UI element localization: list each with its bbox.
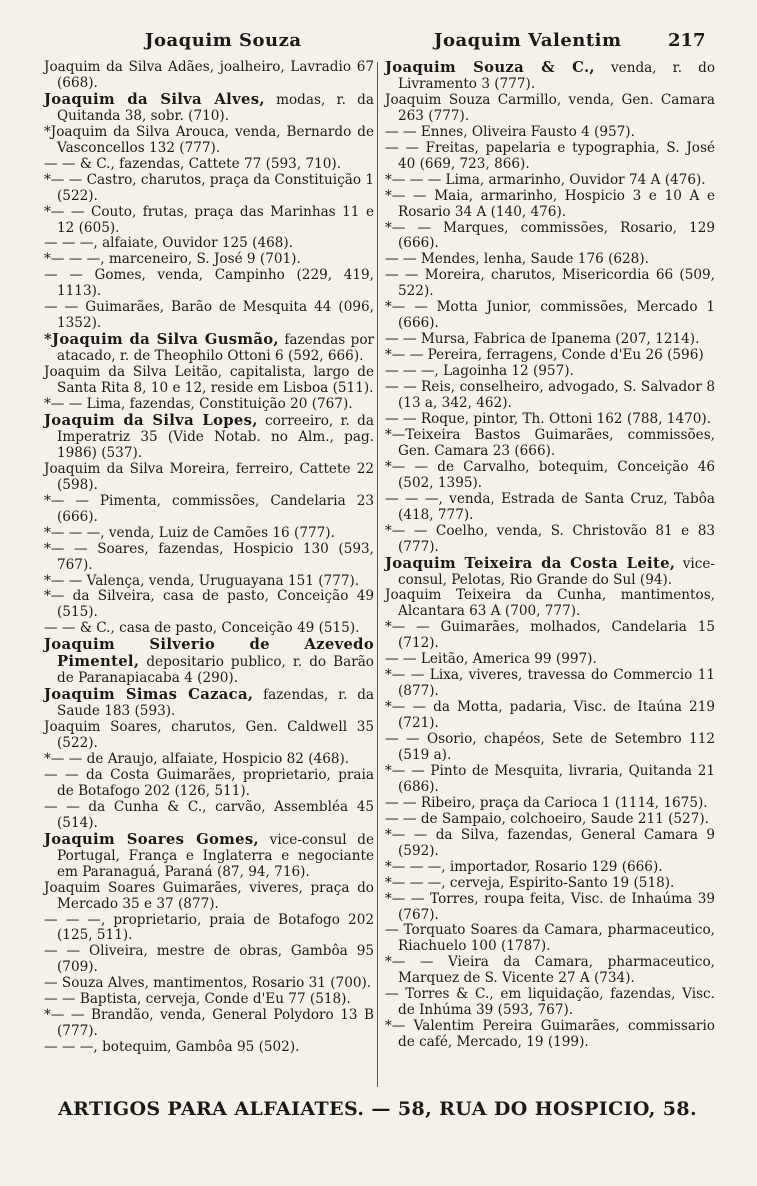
directory-entry (44, 92, 374, 125)
entry-text: *— da Silveira, casa de pasto, Conceição 49 (515). (44, 588, 374, 621)
entry-text: *— — Vieira da Camara, pharmaceutico, Marquez de S. Vicente 27 A (734). (385, 954, 715, 987)
directory-entry (44, 687, 374, 720)
directory-entry (44, 236, 374, 252)
directory-entry (44, 365, 374, 397)
directory-entry (44, 300, 374, 332)
entry-name: *Joaquim da Silva Gusmão, (44, 331, 279, 349)
entry-text: — Souza Alves, mantimentos, Rosario 31 (700). (44, 975, 372, 992)
running-head-left: Joaquim Souza (145, 30, 302, 51)
right-column (385, 60, 715, 1051)
directory-entry (44, 205, 374, 237)
directory-entry (385, 380, 715, 412)
directory-entry (44, 752, 374, 768)
entry-text: *— Valentim Pereira Guimarães, commissario de café, Mercado, 19 (199). (385, 1018, 715, 1051)
entry-text: fazendas por atacado, r. de Theophilo Ottoni 6 (592, 666). (57, 332, 375, 365)
directory-entry (44, 720, 374, 752)
entry-name: Joaquim Soares Gomes, (44, 830, 259, 848)
directory-entry (385, 764, 715, 796)
entry-name: Joaquim Teixeira da Costa Leite, (385, 554, 676, 572)
directory-entry (44, 268, 374, 300)
entry-text: Joaquim da Silva Moreira, ferreiro, Cattete 22 (598). (44, 460, 374, 493)
directory-entry (385, 812, 715, 828)
entry-text: Joaquim da Silva Leitão, capitalista, largo de Santa Rita 8, 10 e 12, reside em Lisboa (511). (44, 364, 374, 397)
entry-text: *— — da Silva, fazendas, General Camara 9 (592). (385, 826, 715, 859)
entry-text: — — Osorio, chapéos, Sete de Setembro 112 (519 a). (385, 731, 715, 763)
directory-entry (385, 732, 715, 764)
entry-text: — — de Sampaio, colchoeiro, Saude 211 (527). (385, 810, 709, 827)
entry-text: *— — Castro, charutos, praça da Constituição 1 (522). (44, 171, 374, 204)
directory-entry (44, 944, 374, 976)
entry-text: — — —, Lagoinha 12 (957). (385, 363, 574, 380)
entry-text: fazendas, r. da Saude 183 (593). (57, 687, 374, 720)
entry-text: *— — Pereira, ferragens, Conde d'Eu 26 (596) (385, 347, 704, 364)
entry-text: — — Reis, conselheiro, advogado, S. Salvador 8 (13 a, 342, 462). (385, 379, 715, 412)
directory-entry (385, 955, 715, 987)
entry-text: *— — Marques, commissões, Rosario, 129 (666). (385, 219, 715, 252)
entry-name: Joaquim da Silva Alves, (44, 90, 265, 108)
directory-entry (44, 832, 374, 881)
advertisement-footer: ARTIGOS PARA ALFAIATES. — 58, RUA DO HOSPICIO, 58. (58, 1098, 698, 1120)
directory-entry (44, 800, 374, 832)
directory-entry (44, 881, 374, 913)
entry-text: *— — —, marceneiro, S. José 9 (701). (44, 251, 301, 268)
entry-text: *— — — Lima, armarinho, Ouvidor 74 A (476). (385, 171, 706, 188)
directory-entry (385, 412, 715, 428)
entry-text: — — & C., casa de pasto, Conceição 49 (515). (44, 620, 360, 637)
entry-text: *— — —, importador, Rosario 129 (666). (385, 858, 663, 875)
directory-entry (385, 892, 715, 924)
directory-entry (385, 125, 715, 141)
entry-text: Joaquim da Silva Adães, joalheiro, Lavradio 67 (668). (44, 59, 374, 91)
entry-text: — — & C., fazendas, Cattete 77 (593, 710). (44, 155, 342, 172)
directory-entry (385, 364, 715, 380)
directory-entry (385, 700, 715, 732)
directory-entry (44, 125, 374, 157)
entry-text: — — Mursa, Fabrica de Ipanema (207, 1214). (385, 331, 700, 348)
entry-text: venda, r. do Livramento 3 (777). (398, 60, 716, 92)
directory-entry (44, 976, 374, 992)
directory-entry (385, 668, 715, 700)
page-number: 217 (668, 30, 706, 51)
directory-entry (385, 796, 715, 812)
entry-text: Joaquim Teixeira da Cunha, mantimentos, Alcantara 63 A (700, 777). (385, 587, 715, 620)
directory-entry (44, 397, 374, 413)
entry-text: — — —, alfaiate, Ouvidor 125 (468). (44, 235, 294, 252)
entry-text: *— — Couto, frutas, praça das Marinhas 11 e 12 (605). (44, 203, 374, 236)
entry-text: — — Oliveira, mestre de obras, Gambôa 95 (709). (44, 943, 374, 976)
entry-text: *— — de Araujo, alfaiate, Hospicio 82 (468). (44, 750, 350, 767)
directory-entry (44, 60, 374, 92)
entry-text: Joaquim Soares, charutos, Gen. Caldwell 35 (522). (44, 719, 374, 752)
directory-entry (385, 348, 715, 364)
entry-text: — — Gomes, venda, Campinho (229, 419, 1113). (44, 267, 374, 300)
entry-text: *— — Valença, venda, Uruguayana 151 (777). (44, 572, 360, 589)
directory-entry (44, 494, 374, 526)
entry-text: — — Moreira, charutos, Misericordia 66 (509, 522). (385, 267, 715, 300)
entry-text: *— — Soares, fazendas, Hospicio 130 (593, 767). (44, 540, 374, 573)
entry-text: — — —, venda, Estrada de Santa Cruz, Tabôa (418, 777). (385, 490, 715, 523)
directory-entry (44, 252, 374, 268)
directory-entry (385, 252, 715, 268)
directory-entry (44, 913, 374, 945)
entry-text: Joaquim Souza Carmillo, venda, Gen. Camara 263 (777). (385, 91, 715, 124)
directory-entry (385, 268, 715, 300)
entry-text: *— — Brandão, venda, General Polydoro 13 B (777). (44, 1007, 374, 1040)
directory-entry (385, 173, 715, 189)
directory-entry (44, 332, 374, 365)
directory-entry (385, 828, 715, 860)
entry-text: *— — Pinto de Mesquita, livraria, Quitanda 21 (686). (385, 762, 715, 795)
directory-entry (385, 860, 715, 876)
entry-text: Joaquim Soares Guimarães, viveres, praça do Mercado 35 e 37 (877). (44, 879, 374, 912)
entry-text: modas, r. da Quitanda 38, sobr. (710). (57, 91, 374, 124)
entry-text: *— — —, cerveja, Espirito-Santo 19 (518). (385, 874, 675, 891)
directory-entry (44, 173, 374, 205)
directory-entry (385, 141, 715, 173)
directory-entry (44, 462, 374, 494)
directory-entry (385, 428, 715, 460)
directory-entry (44, 992, 374, 1008)
entry-text: — — —, botequim, Gambôa 95 (502). (44, 1039, 300, 1056)
entry-text: — — Guimarães, Barão de Mesquita 44 (096, 1352). (44, 299, 374, 332)
entry-text: *— — Motta Junior, commissões, Mercado 1 (666). (385, 299, 715, 332)
entry-text: *—Teixeira Bastos Guimarães, commissões, Gen. Camara 23 (666). (385, 426, 715, 459)
directory-entry (385, 60, 715, 93)
directory-entry (44, 621, 374, 637)
entry-text: — Torres & C., em liquidação, fazendas, Visc. de Inhúma 39 (593, 767). (385, 986, 715, 1019)
entry-text: *— — Guimarães, molhados, Candelaria 15 (712). (385, 619, 715, 652)
entry-text: — — —, proprietario, praia de Botafogo 202 (125, 511). (44, 911, 374, 944)
entry-text: correeiro, r. da Imperatriz 35 (Vide Notab. no Alm., pag. 1986) (537). (57, 412, 374, 461)
directory-entry (385, 300, 715, 332)
directory-entry (385, 652, 715, 668)
column-divider (377, 62, 378, 1087)
directory-entry (385, 556, 715, 589)
entry-text: — — Roque, pintor, Th. Ottoni 162 (788, 1470). (385, 410, 712, 427)
directory-entry (385, 923, 715, 955)
entry-name: Joaquim Silverio de Azevedo Pimentel, (44, 636, 374, 671)
directory-entry (44, 589, 374, 621)
entry-text: *— — Torres, roupa feita, Visc. de Inhaúma 39 (767). (385, 890, 715, 923)
directory-entry (385, 460, 715, 492)
entry-text: *— — da Motta, padaria, Visc. de Itaúna 219 (721). (385, 699, 715, 732)
directory-entry (44, 574, 374, 590)
directory-entry (385, 492, 715, 524)
entry-text: — — da Cunha & C., carvão, Assembléa 45 (514). (44, 798, 374, 831)
entry-text: — — Ennes, Oliveira Fausto 4 (957). (385, 123, 635, 140)
entry-text: *Joaquim da Silva Arouca, venda, Bernardo de Vasconcellos 132 (777). (44, 123, 374, 156)
directory-entry (385, 1019, 715, 1051)
entry-text: depositario publico, r. do Barão de Paranapiacaba 4 (290). (57, 654, 374, 687)
directory-entry (44, 637, 374, 687)
entry-text: — — Leitão, America 99 (997). (385, 651, 597, 668)
directory-entry (385, 588, 715, 620)
directory-entry (385, 221, 715, 253)
running-head-right: Joaquim Valentim (434, 30, 622, 51)
entry-name: Joaquim da Silva Lopes, (44, 411, 258, 429)
directory-entry (385, 524, 715, 556)
entry-text: *— — —, venda, Luiz de Camões 16 (777). (44, 524, 335, 541)
directory-entry (385, 93, 715, 125)
directory-entry (44, 1008, 374, 1040)
directory-entry (44, 768, 374, 800)
directory-entry (44, 1040, 374, 1056)
directory-entry (44, 526, 374, 542)
entry-text: — — da Costa Guimarães, proprietario, praia de Botafogo 202 (126, 511). (44, 766, 374, 799)
directory-entry (385, 332, 715, 348)
entry-text: *— — de Carvalho, botequim, Conceição 46 (502, 1395). (385, 458, 715, 491)
entry-text: — Torquato Soares da Camara, pharmaceutico, Riachuelo 100 (1787). (385, 922, 715, 955)
entry-text: *— — Pimenta, commissões, Candelaria 23 (666). (44, 492, 374, 525)
entry-text: — — Freitas, papelaria e typographia, S. José 40 (669, 723, 866). (385, 139, 715, 172)
directory-entry (44, 413, 374, 462)
entry-text: — — Mendes, lenha, Saude 176 (628). (385, 251, 649, 268)
page-header (40, 30, 720, 56)
entry-name: Joaquim Simas Cazaca, (44, 686, 254, 704)
entry-text: *— — Lixa, viveres, travessa do Commercio 11 (877). (385, 667, 715, 700)
entry-text: *— — Maia, armarinho, Hospicio 3 e 10 A e Rosario 34 A (140, 476). (385, 187, 715, 220)
directory-entry (385, 620, 715, 652)
entry-name: Joaquim Souza & C., (385, 59, 595, 76)
directory-entry (385, 189, 715, 221)
entry-text: vice-consul de Portugal, França e Inglaterra e negociante em Paranaguá, Paraná (87, 94, 716). (57, 831, 374, 880)
directory-entry (44, 157, 374, 173)
directory-entry (385, 987, 715, 1019)
entry-text: *— — Lima, fazendas, Constituição 20 (767). (44, 396, 353, 413)
directory-entry (44, 542, 374, 574)
directory-entry (385, 876, 715, 892)
entry-text: — — Baptista, cerveja, Conde d'Eu 77 (518). (44, 991, 351, 1008)
left-column (44, 60, 374, 1056)
entry-text: *— — Coelho, venda, S. Christovão 81 e 83 (777). (385, 522, 715, 555)
entry-text: vice-consul, Pelotas, Rio Grande do Sul (94). (398, 555, 715, 588)
entry-text: — — Ribeiro, praça da Carioca 1 (1114, 1675). (385, 794, 708, 811)
